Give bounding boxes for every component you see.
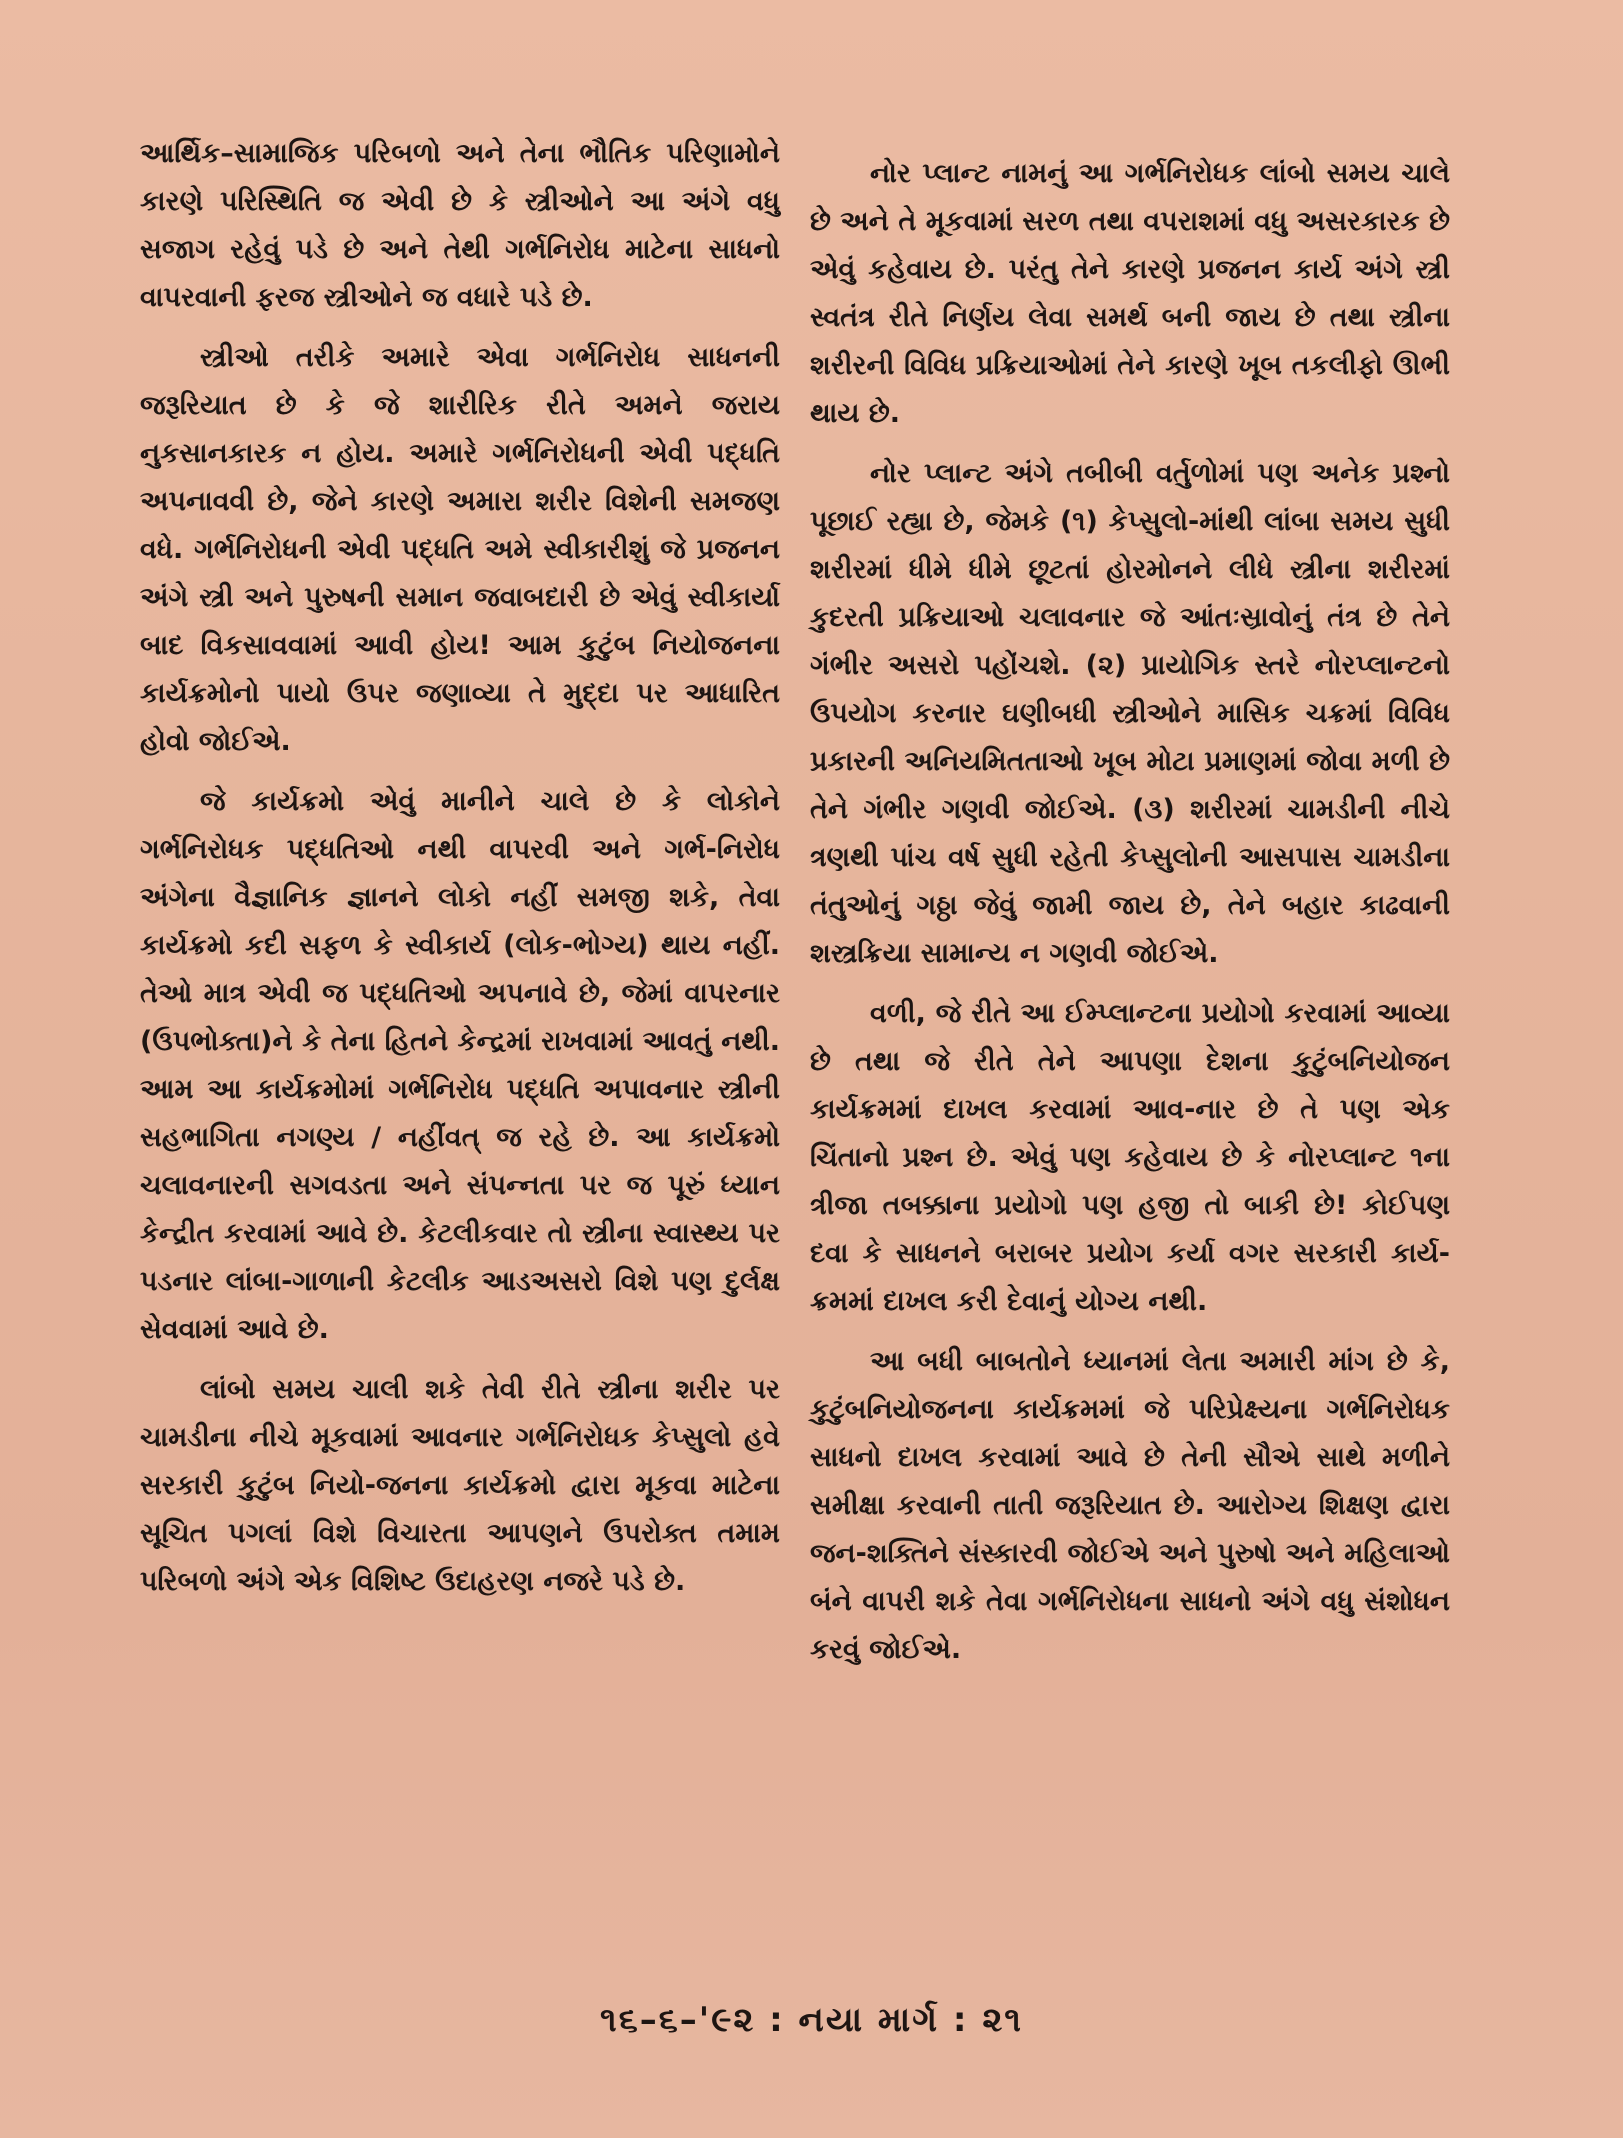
paragraph: નોર પ્લાન્ટ નામનું આ ગર્ભનિરોધક લાંબો સમય ચાલે છે અને તે મૂકવામાં સરળ તથા વપરાશમાં વધુ અસરકારક છે એવું કહેવાય છે. પરંતુ તેને કારણે પ્રજનન કાર્ય અંગે સ્ત્રી સ્વતંત્ર રીતે નિર્ણય લેવા સમર્થ બની જાય છે તથા સ્ત્રીના શરીરની વિવિધ પ્રક્રિયાઓમાં તેને કારણે ખૂબ તકલીફો ઊભી થાય છે. bbox=[810, 158, 1450, 429]
paragraph: જે કાર્યક્રમો એવું માનીને ચાલે છે કે લોકોને ગર્ભનિરોધક પદ્ધતિઓ નથી વાપરવી અને ગર્ભ-નિરોધ અંગેના વૈજ્ઞાનિક જ્ઞાનને લોકો નહીં સમજી શકે, તેવા કાર્યક્રમો કદી સફળ કે સ્વીકાર્ય (લોક-ભોગ્ય) થાય નહીં. તેઓ માત્ર એવી જ પદ્ધતિઓ અપનાવે છે, જેમાં વાપરનાર (ઉપભોક્તા)ને કે તેના હિતને કેન્દ્રમાં રાખવામાં આવતું નથી. આમ આ કાર્યક્રમોમાં ગર્ભનિરોધ પદ્ધતિ અપાવનાર સ્ત્રીની સહભાગિતા નગણ્ય / નહીંવત્ જ રહે છે. આ કાર્યક્રમો ચલાવનારની સગવડતા અને સંપન્નતા પર જ પૂરું ધ્યાન કેન્દ્રીત કરવામાં આવે છે. કેટલીકવાર તો સ્ત્રીના સ્વાસ્થ્ય પર પડનાર લાંબા-ગાળાની કેટલીક આડઅસરો વિશે પણ દુર્લક્ષ સેવવામાં આવે છે. bbox=[140, 786, 780, 1345]
paragraph: આ બધી બાબતોને ધ્યાનમાં લેતા અમારી માંગ છે કે, કુટુંબનિયોજનના કાર્યક્રમમાં જે પરિપ્રેક્ષ્યના ગર્ભનિરોધક સાધનો દાખલ કરવામાં આવે છે તેની સૌએ સાથે મળીને સમીક્ષા કરવાની તાતી જરૂરિયાત છે. આરોગ્ય શિક્ષણ દ્વારા જન-શક્તિને સંસ્કારવી જોઈએ અને પુરુષો અને મહિલાઓ બંને વાપરી શકે તેવા ગર્ભનિરોધના સાધનો અંગે વધુ સંશોધન કરવું જોઈએ. bbox=[810, 1346, 1450, 1665]
paragraph: લાંબો સમય ચાલી શકે તેવી રીતે સ્ત્રીના શરીર પર ચામડીના નીચે મૂકવામાં આવનાર ગર્ભનિરોધક કેપ્સુલો હવે સરકારી કુટુંબ નિયો-જનના કાર્યક્રમો દ્વારા મૂકવા માટેના સૂચિત પગલાં વિશે વિચારતા આપણને ઉપરોક્ત તમામ પરિબળો અંગે એક વિશિષ્ટ ઉદાહરણ નજરે પડે છે. bbox=[140, 1374, 780, 1597]
left-column bbox=[140, 130, 780, 1618]
paragraph: નોર પ્લાન્ટ અંગે તબીબી વર્તુળોમાં પણ અનેક પ્રશ્નો પૂછાઈ રહ્યા છે, જેમકે (૧) કેપ્સુલો-માંથી લાંબા સમય સુધી શરીરમાં ધીમે ધીમે છૂટતાં હોરમોનને લીધે સ્ત્રીના શરીરમાં કુદરતી પ્રક્રિયાઓ ચલાવનાર જે આંતઃસ્રાવોનું તંત્ર છે તેને ગંભીર અસરો પહોંચશે. (૨) પ્રાયોગિક સ્તરે નોરપ્લાન્ટનો ઉપયોગ કરનાર ઘણીબધી સ્ત્રીઓને માસિક ચક્રમાં વિવિધ પ્રકારની અનિયમિતતાઓ ખૂબ મોટા પ્રમાણમાં જોવા મળી છે તેને ગંભીર ગણવી જોઈએ. (૩) શરીરમાં ચામડીની નીચે ત્રણથી પાંચ વર્ષ સુધી રહેતી કેપ્સુલોની આસપાસ ચામડીના તંતુઓનું ગઠ્ઠા જેવું જામી જાય છે, તેને બહાર કાઢવાની શસ્ત્રક્રિયા સામાન્ય ન ગણવી જોઈએ. bbox=[810, 458, 1450, 969]
paragraph: સ્ત્રીઓ તરીકે અમારે એવા ગર્ભનિરોધ સાધનની જરૂરિયાત છે કે જે શારીરિક રીતે અમને જરાય નુકસાનકારક ન હોય. અમારે ગર્ભનિરોધની એવી પદ્ધતિ અપનાવવી છે, જેને કારણે અમારા શરીર વિશેની સમજણ વધે. ગર્ભનિરોધની એવી પદ્ધતિ અમે સ્વીકારીશું જે પ્રજનન અંગે સ્ત્રી અને પુરુષની સમાન જવાબદારી છે એવું સ્વીકાર્યા બાદ વિકસાવવામાં આવી હોય! આમ કુટુંબ નિયોજનના કાર્યક્રમોનો પાયો ઉપર જણાવ્યા તે મુદ્દા પર આધારિત હોવો જોઈએ. bbox=[140, 342, 780, 757]
paragraph: વળી, જે રીતે આ ઈમ્પ્લાન્ટના પ્રયોગો કરવામાં આવ્યા છે તથા જે રીતે તેને આપણા દેશના કુટુંબનિયોજન કાર્યક્રમમાં દાખલ કરવામાં આવ-નાર છે તે પણ એક ચિંતાનો પ્રશ્ન છે. એવું પણ કહેવાય છે કે નોરપ્લાન્ટ ૧ના ત્રીજા તબક્કાના પ્રયોગો પણ હજી તો બાકી છે! કોઈપણ દવા કે સાધનને બરાબર પ્રયોગ કર્યા વગર સરકારી કાર્ય-ક્રમમાં દાખલ કરી દેવાનું યોગ્ય નથી. bbox=[810, 998, 1450, 1317]
right-column bbox=[810, 150, 1450, 1686]
page-footer: ૧૬–૬–'૯૨ : નયા માર્ગ : ૨૧ bbox=[600, 2000, 1023, 2040]
paragraph: આર્થિક–સામાજિક પરિબળો અને તેના ભૌતિક પરિણામોને કારણે પરિસ્થિતિ જ એવી છે કે સ્ત્રીઓને આ અંગે વધુ સજાગ રહેવું પડે છે અને તેથી ગર્ભનિરોધ માટેના સાધનો વાપરવાની ફરજ સ્ત્રીઓને જ વધારે પડે છે. bbox=[140, 138, 780, 313]
